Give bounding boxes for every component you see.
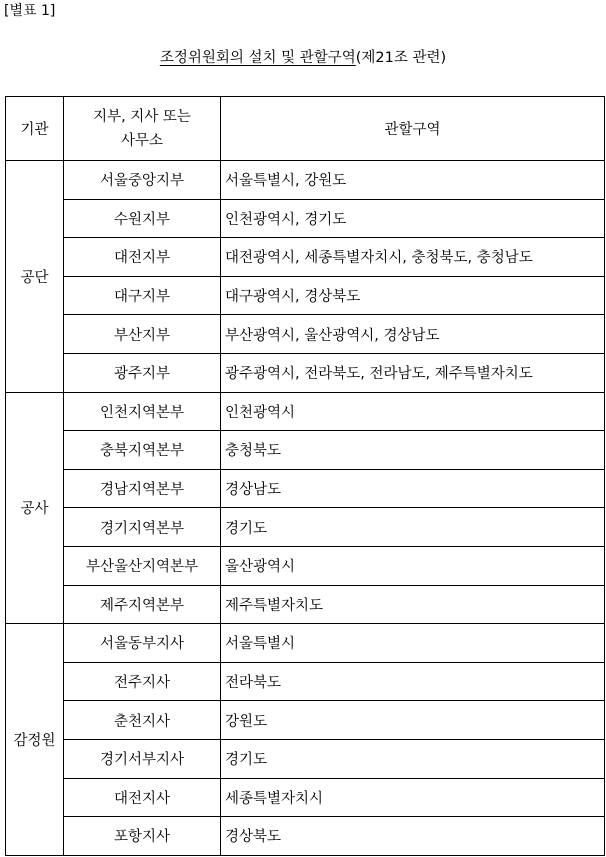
area-cell: 전라북도 [221, 662, 605, 701]
document-title-main: 조정위원회의 설치 및 관할구역 [159, 50, 356, 66]
header-branch-line1: 지부, 지사 또는 [93, 108, 191, 125]
annex-label: [별표 1] [4, 3, 56, 19]
table-row [6, 701, 605, 740]
header-org: 기관 [6, 97, 64, 161]
table-row [6, 161, 605, 200]
branch-cell: 대구지부 [64, 276, 221, 315]
table-row [6, 624, 605, 663]
jurisdiction-table [5, 96, 605, 856]
branch-cell: 경남지역본부 [64, 469, 221, 508]
branch-cell: 춘천지사 [64, 701, 221, 740]
table-header-row [6, 97, 605, 161]
area-cell: 울산광역시 [221, 546, 605, 585]
area-cell: 충청북도 [221, 431, 605, 470]
area-cell: 경상북도 [221, 817, 605, 856]
area-cell: 인천광역시, 경기도 [221, 199, 605, 238]
table-row [6, 315, 605, 354]
table-row [6, 778, 605, 817]
header-area: 관할구역 [221, 97, 605, 161]
branch-cell: 부산지부 [64, 315, 221, 354]
table-row [6, 739, 605, 778]
area-cell: 광주광역시, 전라북도, 전라남도, 제주특별자치도 [221, 353, 605, 392]
table-row [6, 508, 605, 547]
area-cell: 부산광역시, 울산광역시, 경상남도 [221, 315, 605, 354]
branch-cell: 수원지부 [64, 199, 221, 238]
table-row [6, 276, 605, 315]
area-cell: 경기도 [221, 508, 605, 547]
table-row [6, 238, 605, 277]
branch-cell: 제주지역본부 [64, 585, 221, 624]
header-branch [64, 97, 221, 161]
org-cell: 공사 [6, 392, 64, 624]
branch-cell: 전주지사 [64, 662, 221, 701]
org-cell: 공단 [6, 161, 64, 393]
branch-cell: 포항지사 [64, 817, 221, 856]
branch-cell: 경기서부지사 [64, 739, 221, 778]
branch-cell: 서울동부지사 [64, 624, 221, 663]
area-cell: 대구광역시, 경상북도 [221, 276, 605, 315]
branch-cell: 대전지사 [64, 778, 221, 817]
branch-cell: 경기지역본부 [64, 508, 221, 547]
area-cell: 서울특별시 [221, 624, 605, 663]
area-cell: 인천광역시 [221, 392, 605, 431]
table-row [6, 585, 605, 624]
table-row [6, 199, 605, 238]
area-cell: 경상남도 [221, 469, 605, 508]
org-cell: 감정원 [6, 624, 64, 856]
table-row [6, 353, 605, 392]
table-row [6, 662, 605, 701]
area-cell: 제주특별자치도 [221, 585, 605, 624]
branch-cell: 부산울산지역본부 [64, 546, 221, 585]
branch-cell: 인천지역본부 [64, 392, 221, 431]
document-title-suffix: (제21조 관련) [355, 50, 447, 66]
area-cell: 세종특별자치시 [221, 778, 605, 817]
table-row [6, 469, 605, 508]
table-row [6, 431, 605, 470]
branch-cell: 충북지역본부 [64, 431, 221, 470]
document-title [0, 48, 606, 68]
table-row [6, 546, 605, 585]
branch-cell: 대전지부 [64, 238, 221, 277]
area-cell: 대전광역시, 세종특별자치시, 충청북도, 충청남도 [221, 238, 605, 277]
area-cell: 경기도 [221, 739, 605, 778]
area-cell: 서울특별시, 강원도 [221, 161, 605, 200]
header-branch-line2: 사무소 [120, 132, 164, 149]
branch-cell: 광주지부 [64, 353, 221, 392]
branch-cell: 서울중앙지부 [64, 161, 221, 200]
area-cell: 강원도 [221, 701, 605, 740]
table-row [6, 392, 605, 431]
table-row [6, 817, 605, 856]
